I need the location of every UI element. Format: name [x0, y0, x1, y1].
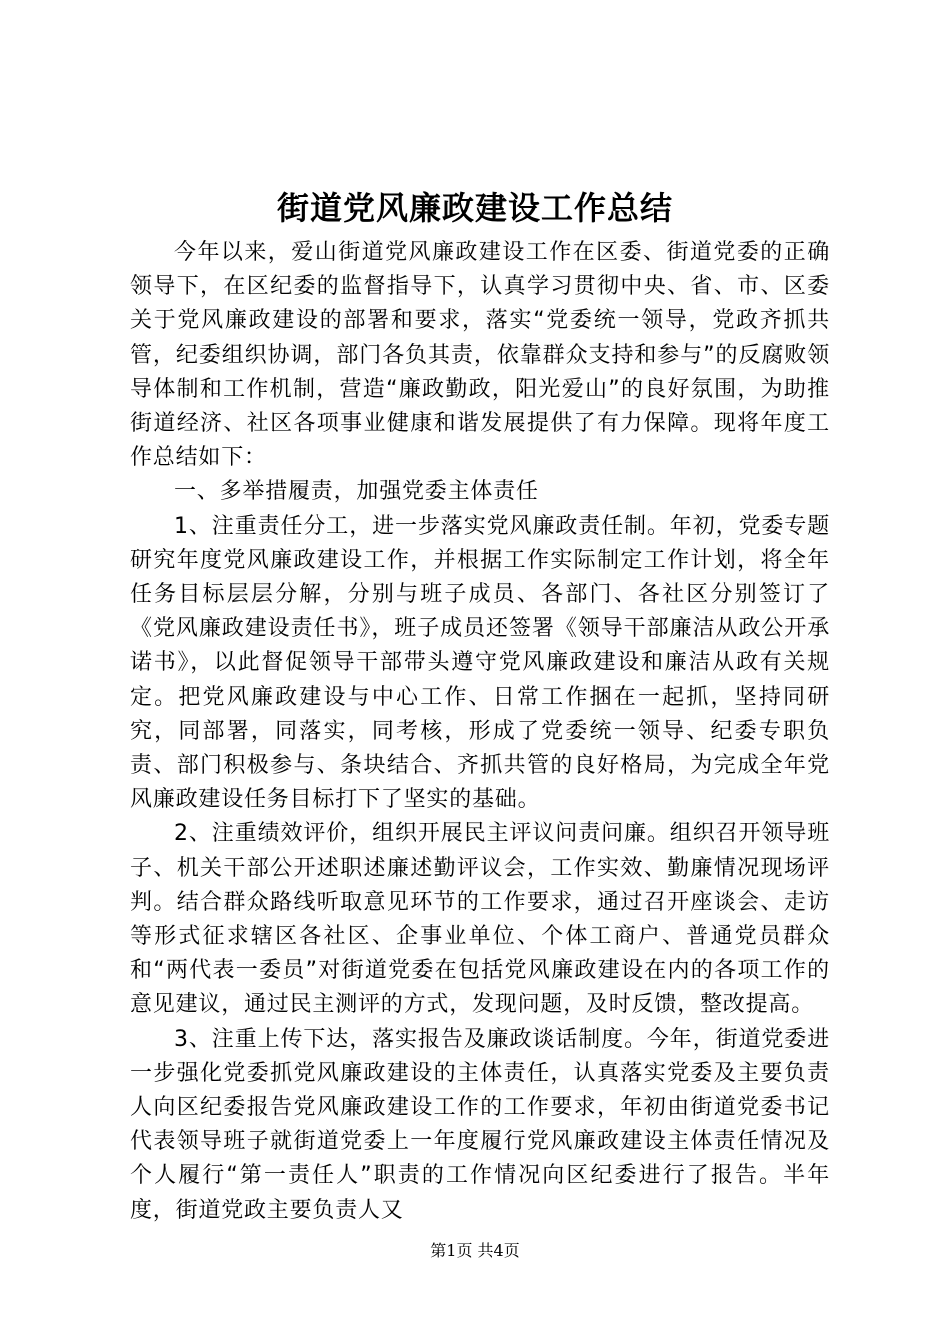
page-number-footer: 第1页 共4页	[430, 1241, 520, 1260]
paragraph-item-1: 1、注重责任分工，进一步落实党风廉政责任制。年初，党委专题研究年度党风廉政建设工作，并根据工作实际制定工作计划，将全年任务目标层层分解，分别与班子成员、各部门、各社区分别签订了《党风廉政建设责任书》，班子成员还签署《领导干部廉洁从政公开承诺书》，以此督促领导干部带头遵守党风廉政建设和廉洁从政有关规定。把党风廉政建设与中心工作、日常工作捆在一起抓，坚持同研究，同部署，同落实，同考核，形成了党委统一领导、纪委专职负责、部门积极参与、条块结合、齐抓共管的良好格局，为完成全年党风廉政建设任务目标打下了坚实的基础。	[130, 513, 830, 813]
paragraph-item-3: 3、注重上传下达，落实报告及廉政谈话制度。今年，街道党委进一步强化党委抓党风廉政建设的主体责任，认真落实党委及主要负责人向区纪委报告党风廉政建设工作的工作要求，年初由街道党委书记代表领导班子就街道党委上一年度履行党风廉政建设主体责任情况及个人履行“第一责任人”职责的工作情况向区纪委进行了报告。半年度，街道党政主要负责人又	[130, 1026, 830, 1223]
section-heading-1: 一、多举措履责，加强党委主体责任	[174, 479, 539, 505]
paragraph-intro: 今年以来，爱山街道党风廉政建设工作在区委、街道党委的正确领导下，在区纪委的监督指导下，认真学习贯彻中央、省、市、区委关于党风廉政建设的部署和要求，落实“党委统一领导，党政齐抓共管，纪委组织协调，部门各负其责，依靠群众支持和参与”的反腐败领导体制和工作机制，营造“廉政勤政，阳光爱山”的良好氛围，为助推街道经济、社区各项事业健康和谐发展提供了有力保障。现将年度工作总结如下：	[130, 240, 830, 471]
document-title: 街道党风廉政建设工作总结	[276, 189, 673, 227]
document-body	[130, 236, 830, 1228]
paragraph-item-2: 2、注重绩效评价，组织开展民主评议问责问廉。组织召开领导班子、机关干部公开述职述廉述勤评议会，工作实效、勤廉情况现场评判。结合群众路线听取意见环节的工作要求，通过召开座谈会、走访等形式征求辖区各社区、企事业单位、个体工商户、普通党员群众和“两代表一委员”对街道党委在包括党风廉政建设在内的各项工作的意见建议，通过民主测评的方式，发现问题，及时反馈，整改提高。	[130, 821, 830, 1018]
